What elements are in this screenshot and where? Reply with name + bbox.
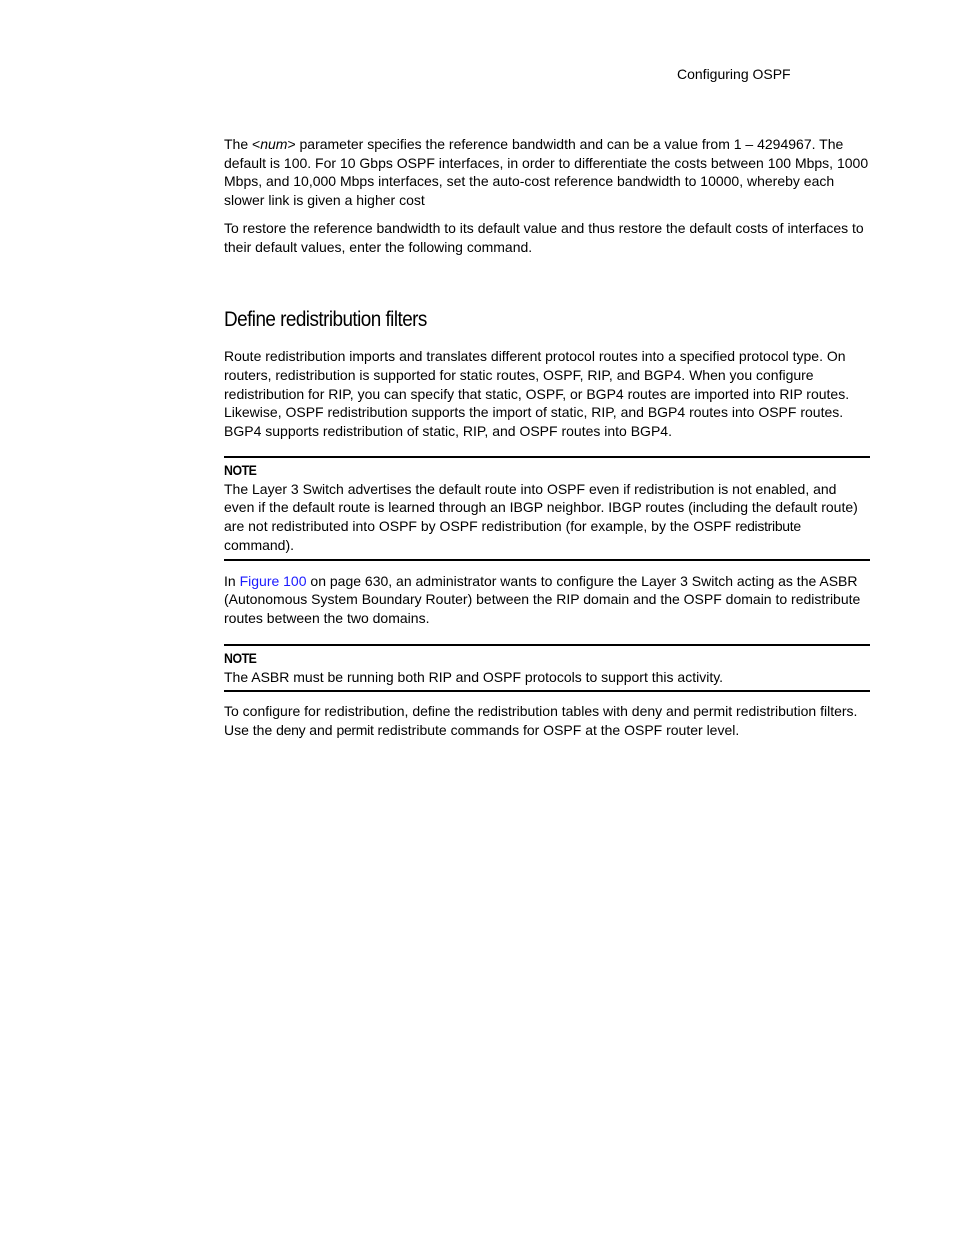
permit-command: permit <box>336 722 374 739</box>
figure-100-link[interactable]: Figure 100 <box>239 572 307 589</box>
intro-text-a: The < <box>224 136 261 152</box>
running-header: Configuring OSPF <box>677 66 791 82</box>
deny-command: deny <box>276 722 306 739</box>
note-body-1 <box>224 480 870 555</box>
intro-paragraph-2: To restore the reference bandwidth to its default value and thus restore the default costs of interfaces to their default values, enter the following command. <box>224 219 864 255</box>
note-body-2: The ASBR must be running both RIP and OSPF protocols to support this activity. <box>224 668 724 685</box>
note-label-2: NOTE <box>224 649 257 666</box>
p3-text-b: and <box>305 722 337 739</box>
p2-text-b: on page 630, an administrator wants to configure the Layer 3 Switch acting as the ASBR (Autonomous System Boundary Router) between the RIP domain and the OSPF domain to redistribute routes between the two domains. <box>224 572 861 626</box>
note1-text-b: command). <box>224 536 295 553</box>
section-paragraph-2 <box>224 572 870 628</box>
section-paragraph-1: Route redistribution imports and translates different protocol routes into a specified protocol type. On routers, redistribution is supported for static routes, OSPF, RIP, and BGP4. When you configure redistribution for RIP, you can specify that static, OSPF, or BGP4 routes are imported into RIP routes. Likewise, OSPF redistribution supports the import of static, RIP, and BGP4 routes into OSPF routes. BGP4 supports redistribution of static, RIP, and OSPF routes into BGP4. <box>224 348 850 440</box>
p2-text-a: In <box>224 572 240 589</box>
intro-paragraph-1 <box>224 135 870 210</box>
section-paragraph-3 <box>224 702 870 739</box>
note1-text-a: The Layer 3 Switch advertises the default route into OSPF even if redistribution is not enabled, and even if the default route is learned through an IBGP neighbor. IBGP routes (including the default route) are not redistributed into OSPF by OSPF redistribution (for example, by the OSPF <box>224 480 858 535</box>
p3-text-a: To configure for redistribution, define the redistribution tables with deny and permit redistribution filters. Use the <box>224 703 858 739</box>
note-box-1 <box>224 456 870 561</box>
section-heading: Define redistribution filters <box>224 308 427 332</box>
note-label-1: NOTE <box>224 461 257 478</box>
p3-text-c: redistribute commands for OSPF at the OSPF router level. <box>373 722 740 739</box>
num-parameter: num <box>260 136 288 152</box>
page-content <box>224 135 870 740</box>
intro-text-b: > parameter specifies the reference bandwidth and can be a value from 1 – 4294967. The default is 100. For 10 Gbps OSPF interfaces, in order to differentiate the costs between 100 Mbps, 1000 Mbps, and 10,000 Mbps interfaces, set the auto-cost reference bandwidth to 10000, whereby each slower link is given a higher cost <box>224 136 869 209</box>
redistribute-command: redistribute <box>735 518 801 535</box>
note-box-2 <box>224 644 870 693</box>
